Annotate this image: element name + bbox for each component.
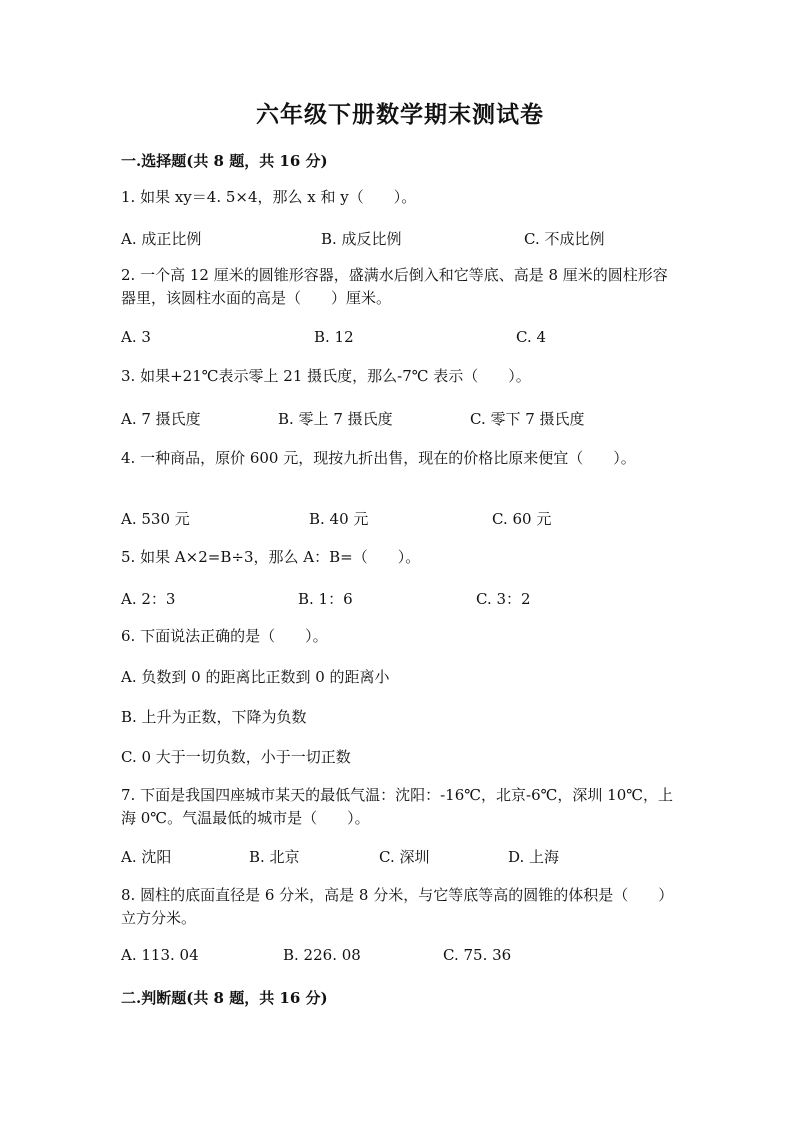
question-6-option-b: B. 上升为正数，下降为负数 bbox=[121, 708, 307, 726]
question-4-option-c: C. 60 元 bbox=[492, 510, 552, 528]
exam-title: 六年级下册数学期末测试卷 bbox=[256, 101, 544, 128]
question-3-option-a: A. 7 摄氏度 bbox=[121, 410, 201, 428]
section-heading-judgement: 二.判断题(共 8 题，共 16 分) bbox=[121, 989, 328, 1007]
question-8-option-a: A. 113. 04 bbox=[121, 946, 199, 964]
question-5-option-a: A. 2：3 bbox=[121, 590, 176, 608]
question-5-option-c: C. 3：2 bbox=[476, 590, 531, 608]
question-2-option-b: B. 12 bbox=[314, 328, 354, 346]
question-8-option-c: C. 75. 36 bbox=[443, 946, 512, 964]
question-1-option-c: C. 不成比例 bbox=[524, 230, 605, 248]
question-7-option-c: C. 深圳 bbox=[379, 848, 430, 866]
question-4-option-a: A. 530 元 bbox=[121, 510, 190, 528]
question-2-option-c: C. 4 bbox=[516, 328, 547, 346]
question-8-option-b: B. 226. 08 bbox=[283, 946, 361, 964]
question-7-option-a: A. 沈阳 bbox=[121, 848, 172, 866]
question-1: 1. 如果 xy＝4. 5×4，那么 x 和 y（ ）。 bbox=[121, 188, 417, 206]
question-4-option-b: B. 40 元 bbox=[309, 510, 369, 528]
question-5: 5. 如果 A×2=B÷3，那么 A：B=（ ）。 bbox=[121, 548, 421, 566]
question-7-option-d: D. 上海 bbox=[508, 848, 560, 866]
question-5-option-b: B. 1：6 bbox=[298, 590, 353, 608]
question-2: 2. 一个高 12 厘米的圆锥形容器，盛满水后倒入和它等底、高是 8 厘米的圆柱形容器里，该圆柱水面的高是（ ）厘米。 bbox=[121, 266, 668, 307]
question-3-option-b: B. 零上 7 摄氏度 bbox=[278, 410, 393, 428]
question-4: 4. 一种商品，原价 600 元，现按九折出售，现在的价格比原来便宜（ ）。 bbox=[121, 449, 636, 467]
question-3: 3. 如果+21℃表示零上 21 摄氏度，那么-7℃ 表示（ ）。 bbox=[121, 367, 531, 385]
question-3-option-c: C. 零下 7 摄氏度 bbox=[470, 410, 585, 428]
question-8: 8. 圆柱的底面直径是 6 分米，高是 8 分米，与它等底等高的圆锥的体积是（ ）立方分米。 bbox=[121, 886, 674, 927]
question-2-option-a: A. 3 bbox=[121, 328, 151, 346]
question-6: 6. 下面说法正确的是（ ）。 bbox=[121, 627, 328, 645]
question-1-option-b: B. 成反比例 bbox=[321, 230, 402, 248]
question-7: 7. 下面是我国四座城市某天的最低气温：沈阳：-16℃，北京-6℃，深圳 10℃，上海 0℃。气温最低的城市是（ ）。 bbox=[121, 786, 674, 827]
question-7-option-b: B. 北京 bbox=[249, 848, 300, 866]
section-heading-choice: 一.选择题(共 8 题，共 16 分) bbox=[121, 152, 328, 170]
question-1-option-a: A. 成正比例 bbox=[121, 230, 202, 248]
question-6-option-a: A. 负数到 0 的距离比正数到 0 的距离小 bbox=[121, 668, 390, 686]
question-6-option-c: C. 0 大于一切负数，小于一切正数 bbox=[121, 748, 351, 766]
